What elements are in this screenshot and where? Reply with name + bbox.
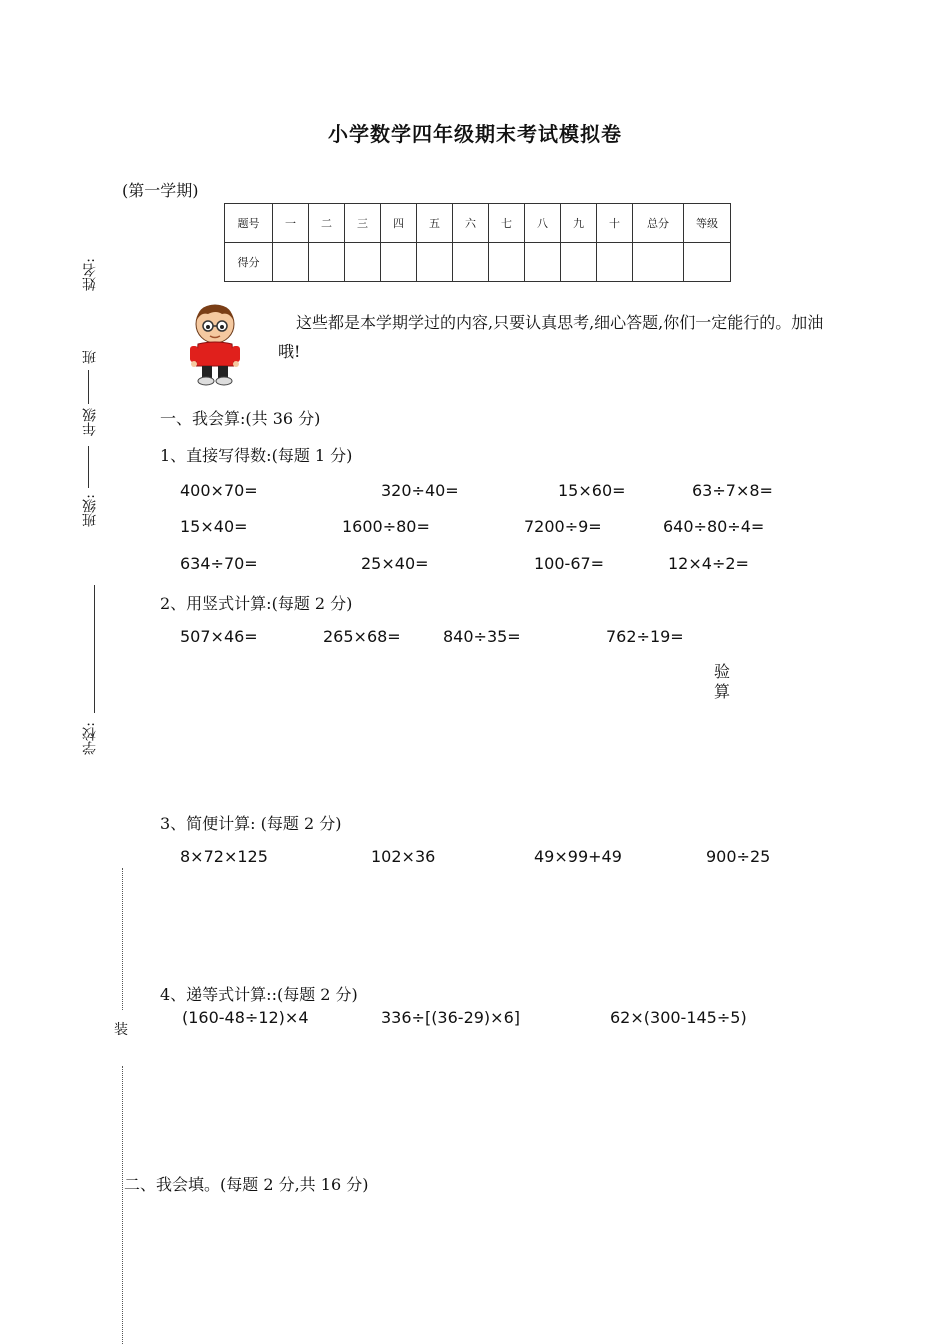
q4-heading: 4、递等式计算::(每题 2 分) — [160, 985, 358, 1004]
problem: 762÷19= — [606, 627, 684, 646]
problem: 640÷80÷4= — [663, 517, 765, 536]
problem: 102×36 — [371, 847, 436, 866]
page-title: 小学数学四年级期末考试模拟卷 — [328, 122, 622, 146]
q2-heading: 2、用竖式计算:(每题 2 分) — [160, 594, 353, 613]
score-cell[interactable] — [684, 243, 731, 282]
problem: 1600÷80= — [342, 517, 430, 536]
header-cell: 等级 — [684, 204, 731, 243]
verify-label: 验算 — [713, 662, 730, 701]
problem: 320÷40= — [381, 481, 459, 500]
score-cell[interactable] — [417, 243, 453, 282]
problem: 7200÷9= — [524, 517, 602, 536]
problem: 507×46= — [180, 627, 258, 646]
header-cell: 总分 — [633, 204, 684, 243]
score-table-header-row — [225, 204, 731, 243]
header-cell: 三 — [345, 204, 381, 243]
problem: 62×(300-145÷5) — [610, 1008, 747, 1027]
q1-row — [0, 517, 950, 539]
score-cell[interactable] — [345, 243, 381, 282]
header-cell: 题号 — [225, 204, 273, 243]
score-cell[interactable] — [633, 243, 684, 282]
binding-school-label: 学校: — [82, 722, 98, 755]
score-cell[interactable] — [489, 243, 525, 282]
binding-zhuang-label: 装 — [114, 1022, 128, 1038]
intro-text: 这些都是本学期学过的内容,只要认真思考,细心答题,你们一定能行的。加油哦! — [278, 313, 824, 361]
header-cell: 六 — [453, 204, 489, 243]
q3-heading: 3、简便计算: (每题 2 分) — [160, 814, 342, 833]
q1-row — [0, 481, 950, 503]
problem: 15×60= — [558, 481, 626, 500]
problem: 265×68= — [323, 627, 401, 646]
binding-class-label: 班级: — [82, 494, 98, 527]
problem: 49×99+49 — [534, 847, 622, 866]
problem: 634÷70= — [180, 554, 258, 573]
score-table — [224, 203, 731, 282]
row-label: 得分 — [225, 243, 273, 282]
header-cell: 九 — [561, 204, 597, 243]
score-cell[interactable] — [273, 243, 309, 282]
semester-label: (第一学期) — [122, 181, 199, 200]
binding-name-label: 姓名: — [82, 258, 98, 291]
header-cell: 八 — [525, 204, 561, 243]
score-cell[interactable] — [597, 243, 633, 282]
header-cell: 二 — [309, 204, 345, 243]
problem: (160-48÷12)×4 — [182, 1008, 309, 1027]
binding-dotted-line — [122, 1066, 123, 1344]
q4-row — [0, 1008, 950, 1030]
header-cell: 四 — [381, 204, 417, 243]
score-table-score-row — [225, 243, 731, 282]
problem: 336÷[(36-29)×6] — [381, 1008, 520, 1027]
problem: 900÷25 — [706, 847, 771, 866]
part1-heading: 一、我会算:(共 36 分) — [160, 409, 321, 428]
header-cell: 五 — [417, 204, 453, 243]
problem: 840÷35= — [443, 627, 521, 646]
binding-blank-line — [94, 585, 95, 713]
binding-blank-line — [88, 370, 89, 404]
q1-heading: 1、直接写得数:(每题 1 分) — [160, 446, 353, 465]
score-cell[interactable] — [309, 243, 345, 282]
problem: 63÷7×8= — [692, 481, 773, 500]
binding-ban-label: 班 — [82, 350, 98, 364]
binding-grade-label: 年级 — [82, 408, 98, 436]
problem: 25×40= — [361, 554, 429, 573]
header-cell: 一 — [273, 204, 309, 243]
score-cell[interactable] — [561, 243, 597, 282]
score-cell[interactable] — [525, 243, 561, 282]
header-cell: 七 — [489, 204, 525, 243]
problem: 100-67= — [534, 554, 605, 573]
binding-dotted-line — [122, 868, 123, 1010]
header-cell: 十 — [597, 204, 633, 243]
problem: 12×4÷2= — [668, 554, 749, 573]
score-cell[interactable] — [381, 243, 417, 282]
q1-row — [0, 554, 950, 576]
cartoon-boy-icon — [186, 302, 244, 386]
part2-heading: 二、我会填。(每题 2 分,共 16 分) — [124, 1175, 369, 1194]
problem: 15×40= — [180, 517, 248, 536]
score-cell[interactable] — [453, 243, 489, 282]
q3-row — [0, 847, 950, 869]
q2-row — [0, 627, 950, 649]
problem: 8×72×125 — [180, 847, 268, 866]
problem: 400×70= — [180, 481, 258, 500]
